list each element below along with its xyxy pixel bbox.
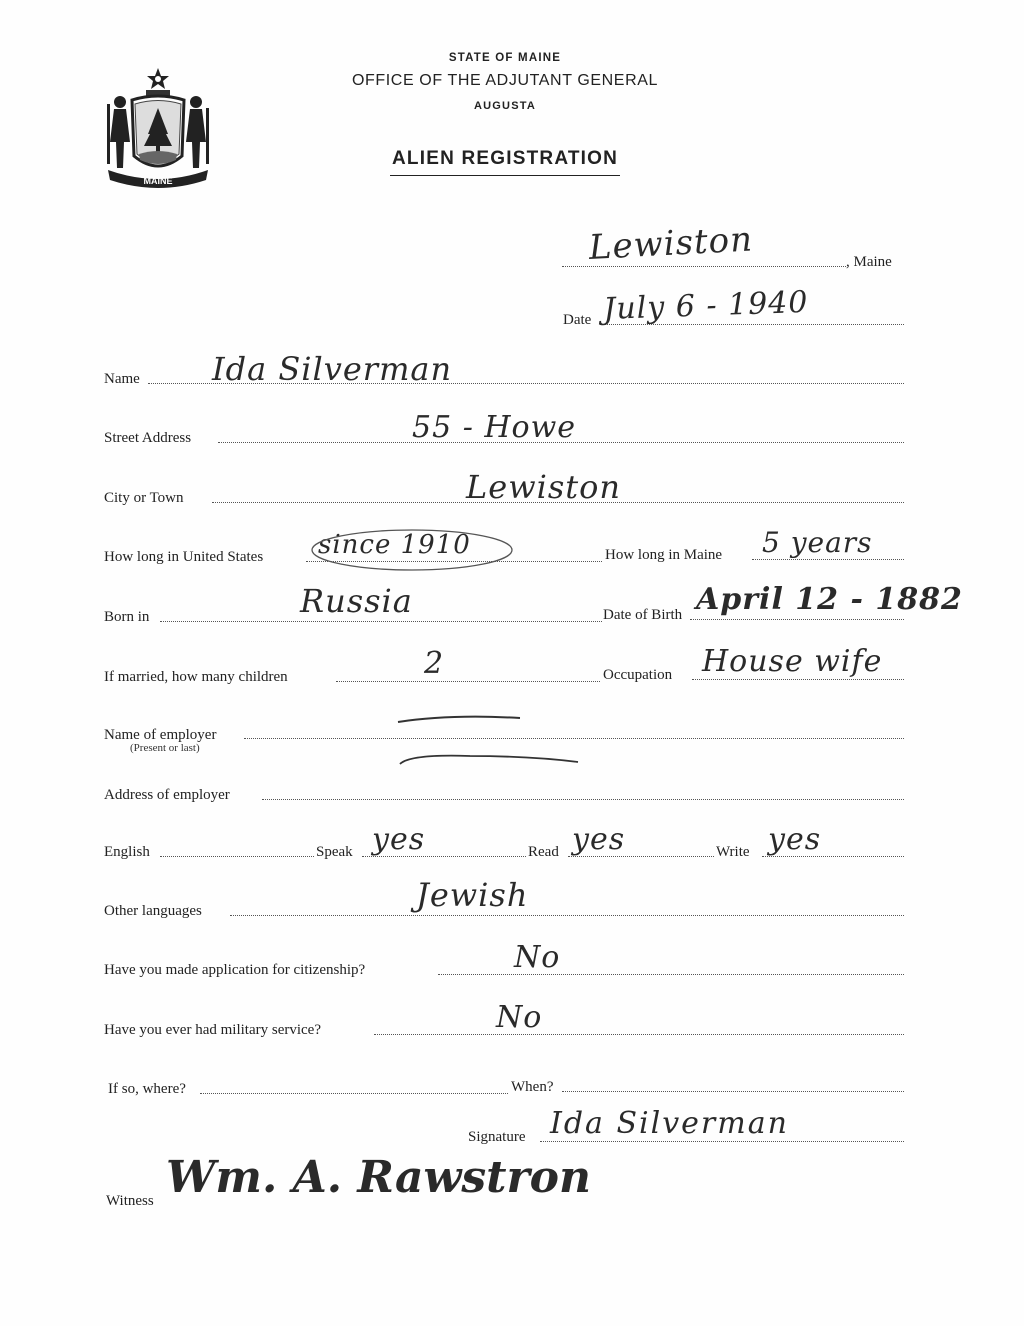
- city-or-town-label: City or Town: [104, 490, 184, 506]
- born-in-value: Russia: [300, 582, 413, 620]
- city-heading: AUGUSTA: [474, 100, 536, 112]
- military-label: Have you ever had military service?: [104, 1022, 321, 1038]
- military-value: No: [496, 1000, 543, 1035]
- signature-label: Signature: [468, 1129, 526, 1145]
- signature-value: Ida Silverman: [550, 1106, 789, 1141]
- children-label: If married, how many children: [104, 669, 288, 685]
- speak-label: Speak: [316, 844, 353, 860]
- occupation-value: House wife: [702, 644, 883, 679]
- english-label: English: [104, 844, 150, 860]
- how-long-us-label: How long in United States: [104, 549, 264, 565]
- place-value: Lewiston: [587, 219, 754, 268]
- other-languages-value: Jewish: [416, 876, 529, 914]
- date-of-birth-value: April 12 - 1882: [696, 582, 963, 617]
- how-long-us-value: since 1910: [318, 530, 471, 560]
- how-long-maine-value: 5 years: [762, 526, 873, 559]
- maine-state-seal-icon: [102, 64, 214, 192]
- city-or-town-value: Lewiston: [466, 468, 621, 506]
- when-label: When?: [511, 1079, 554, 1095]
- street-address-value: 55 - Howe: [412, 410, 577, 445]
- state-heading: STATE OF MAINE: [448, 52, 562, 64]
- name-value: Ida Silverman: [212, 350, 453, 388]
- write-value: yes: [768, 822, 822, 857]
- date-value: July 6 - 1940: [602, 284, 809, 327]
- read-label: Read: [528, 844, 559, 860]
- write-label: Write: [716, 844, 750, 860]
- speak-value: yes: [372, 822, 426, 857]
- how-long-maine-label: How long in Maine: [605, 547, 723, 563]
- place-suffix-label: , Maine: [846, 254, 892, 270]
- citizenship-label: Have you made application for citizenship?: [104, 962, 366, 978]
- employer-address-label: Address of employer: [104, 787, 230, 803]
- employer-blank-dash-mark: [390, 706, 590, 776]
- employer-name-label: Name of employer: [104, 727, 217, 743]
- where-label: If so, where?: [108, 1081, 186, 1097]
- occupation-label: Occupation: [603, 667, 673, 683]
- form-title: ALIEN REGISTRATION: [300, 148, 710, 176]
- svg-text:MAINE: MAINE: [143, 176, 173, 186]
- circled-annotation-mark: [308, 524, 518, 576]
- witness-signature: Wm. A. Rawstron: [166, 1152, 591, 1203]
- born-in-label: Born in: [104, 609, 150, 625]
- name-label: Name: [104, 371, 140, 387]
- witness-label: Witness: [106, 1193, 154, 1209]
- office-heading: OFFICE OF THE ADJUTANT GENERAL: [351, 72, 659, 89]
- citizenship-value: No: [514, 940, 561, 975]
- read-value: yes: [572, 822, 626, 857]
- date-of-birth-label: Date of Birth: [603, 607, 683, 623]
- date-label: Date: [563, 312, 592, 328]
- employer-sub-label: (Present or last): [130, 742, 200, 754]
- other-languages-label: Other languages: [104, 903, 202, 919]
- street-address-label: Street Address: [104, 430, 192, 446]
- children-value: 2: [424, 646, 445, 681]
